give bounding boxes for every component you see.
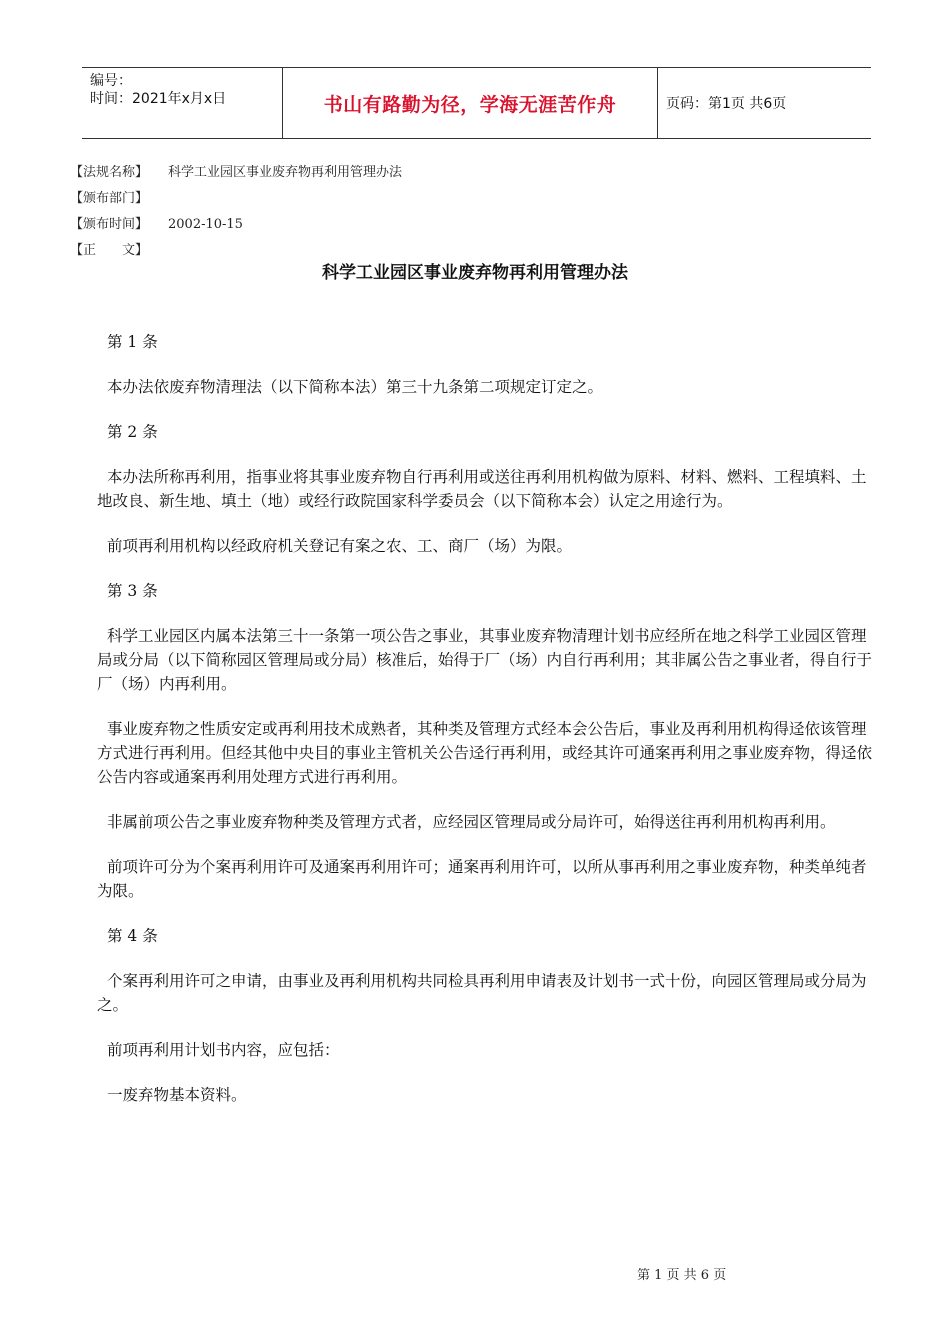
document-body [97, 330, 873, 1128]
meta-value: 2002-10-15 [168, 217, 243, 232]
paragraph: 一废弃物基本资料。 [107, 1086, 247, 1104]
article-heading: 第 1 条 [107, 333, 158, 351]
article-heading: 第 2 条 [107, 423, 158, 441]
document-title: 科学工业园区事业废弃物再利用管理办法 [322, 263, 628, 283]
meta-label: 【正 文】 [70, 243, 149, 258]
date-label: 时间：2021年x月x日 [90, 91, 227, 107]
page-footer: 第 1 页 共 6 页 [637, 1268, 727, 1283]
meta-label: 【法规名称】 [70, 165, 149, 180]
header-page-cell [656, 68, 871, 138]
header-table [82, 67, 871, 139]
metadata-block [70, 160, 402, 264]
meta-value: 科学工业园区事业废弃物再利用管理办法 [168, 165, 403, 180]
paragraph: 非属前项公告之事业废弃物种类及管理方式者，应经园区管理局或分局许可，始得送往再利用机构再利用。 [107, 813, 836, 831]
meta-row-name [70, 160, 402, 186]
paragraph: 本办法依废弃物清理法（以下简称本法）第三十九条第二项规定订定之。 [107, 378, 604, 396]
motto-text: 书山有路勤为径，学海无涯苦作舟 [323, 93, 617, 116]
paragraph: 前项许可分为个案再利用许可及通案再利用许可；通案再利用许可，以所从事再利用之事业废弃物，种类单纯者为限。 [97, 858, 867, 900]
paragraph: 前项再利用计划书内容，应包括： [107, 1041, 340, 1059]
number-label: 编号： [90, 73, 132, 89]
meta-row-date [70, 212, 402, 238]
paragraph: 科学工业园区内属本法第三十一条第一项公告之事业，其事业废弃物清理计划书应经所在地之科学工业园区管理局或分局（以下简称园区管理局或分局）核准后，始得于厂（场）内自行再利用；其非属公告之事业者，得自行于厂（场）内再利用。 [97, 627, 873, 693]
header-motto-cell [282, 68, 658, 138]
article-heading: 第 3 条 [107, 582, 158, 600]
paragraph: 前项再利用机构以经政府机关登记有案之农、工、商厂（场）为限。 [107, 537, 573, 555]
paragraph: 本办法所称再利用，指事业将其事业废弃物自行再利用或送往再利用机构做为原料、材料、燃料、工程填料、土地改良、新生地、填土（地）或经行政院国家科学委员会（以下简称本会）认定之用途行为。 [97, 468, 867, 510]
meta-row-dept [70, 186, 402, 212]
article-heading: 第 4 条 [107, 927, 158, 945]
paragraph: 个案再利用许可之申请，由事业及再利用机构共同检具再利用申请表及计划书一式十份，向园区管理局或分局为之。 [97, 972, 867, 1014]
meta-label: 【颁布时间】 [70, 217, 149, 232]
page-info: 页码：第1页 共6页 [666, 96, 787, 112]
header-info-cell [82, 68, 282, 138]
meta-label: 【颁布部门】 [70, 191, 149, 206]
paragraph: 事业废弃物之性质安定或再利用技术成熟者，其种类及管理方式经本会公告后，事业及再利用机构得迳依该管理方式进行再利用。但经其他中央目的事业主管机关公告迳行再利用，或经其许可通案再利用之事业废弃物，得迳依公告内容或通案再利用处理方式进行再利用。 [97, 720, 873, 786]
